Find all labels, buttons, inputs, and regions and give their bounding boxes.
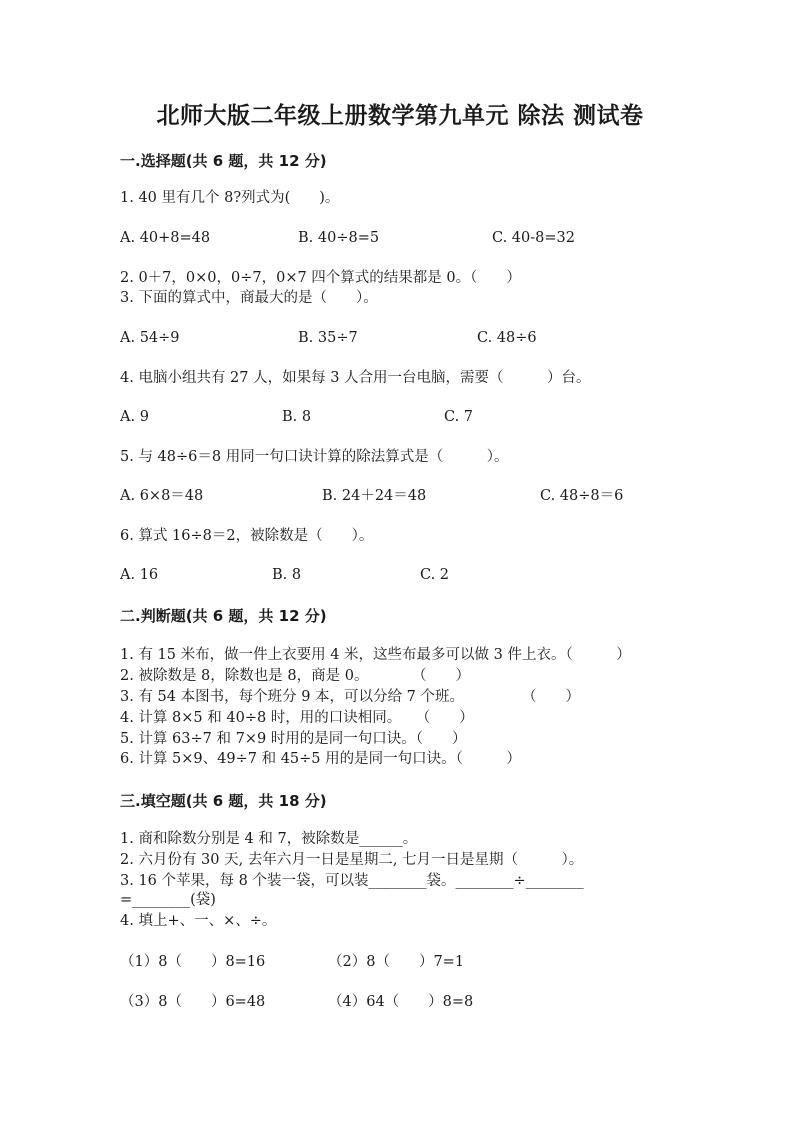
question-6: 6. 算式 16÷8＝2，被除数是（ ）。 — [120, 528, 374, 544]
section-heading-true-false: 二.判断题(共 6 题，共 12 分) — [120, 607, 327, 625]
question-2: 2. 0＋7，0×0，0÷7，0×7 四个算式的结果都是 0。（ ） — [120, 270, 521, 286]
page-title: 北师大版二年级上册数学第九单元 除法 测试卷 — [156, 103, 644, 129]
tf-item-2: 2. 被除数是 8，除数也是 8，商是 0。 （ ） — [120, 668, 470, 684]
fill-item-3-continued: =________(袋) — [120, 892, 216, 908]
fill-item-2: 2. 六月份有 30 天, 去年六月一日是星期二, 七月一日是星期（ ）。 — [120, 852, 584, 868]
question-1: 1. 40 里有几个 8?列式为( )。 — [120, 190, 340, 206]
q5-option-b: B. 24＋24＝48 — [322, 488, 427, 504]
section-heading-fill-blank: 三.填空题(共 6 题，共 18 分) — [120, 792, 327, 810]
q1-option-c: C. 40-8=32 — [492, 230, 575, 246]
q3-option-b: B. 35÷7 — [298, 330, 358, 346]
q1-option-b: B. 40÷8=5 — [298, 230, 380, 246]
q3-option-a: A. 54÷9 — [120, 330, 180, 346]
q5-option-c: C. 48÷8＝6 — [540, 488, 624, 504]
q4-option-a: A. 9 — [120, 409, 149, 425]
fill-sub-4: （4）64（ ）8=8 — [328, 994, 474, 1010]
fill-sub-3: （3）8（ ）6=48 — [120, 994, 266, 1010]
fill-sub-2: （2）8（ ）7=1 — [328, 954, 465, 970]
q4-option-c: C. 7 — [444, 409, 474, 425]
question-3: 3. 下面的算式中，商最大的是（ ）。 — [120, 290, 378, 306]
question-4: 4. 电脑小组共有 27 人，如果每 3 人合用一台电脑，需要（ ）台。 — [120, 370, 591, 386]
section-heading-choice: 一.选择题(共 6 题，共 12 分) — [120, 152, 327, 170]
tf-item-4: 4. 计算 8×5 和 40÷8 时，用的口诀相同。 （ ） — [120, 710, 474, 726]
tf-item-3: 3. 有 54 本图书，每个班分 9 本，可以分给 7 个班。 （ ） — [120, 689, 580, 705]
fill-sub-1: （1）8（ ）8=16 — [120, 954, 266, 970]
fill-item-1: 1. 商和除数分别是 4 和 7，被除数是______。 — [120, 831, 418, 847]
q6-option-b: B. 8 — [272, 567, 302, 583]
q4-option-b: B. 8 — [282, 409, 312, 425]
tf-item-5: 5. 计算 63÷7 和 7×9 时用的是同一句口诀。（ ） — [120, 731, 467, 747]
fill-item-4: 4. 填上+、一、×、÷。 — [120, 913, 277, 929]
question-5: 5. 与 48÷6＝8 用同一句口诀计算的除法算式是（ ）。 — [120, 449, 509, 465]
q6-option-a: A. 16 — [120, 567, 159, 583]
q5-option-a: A. 6×8＝48 — [120, 488, 204, 504]
tf-item-1: 1. 有 15 米布，做一件上衣要用 4 米，这些布最多可以做 3 件上衣。（ ） — [120, 647, 631, 663]
fill-item-3: 3. 16 个苹果，每 8 个装一袋，可以装________袋。________÷________ — [120, 873, 584, 889]
q3-option-c: C. 48÷6 — [477, 330, 537, 346]
tf-item-6: 6. 计算 5×9、49÷7 和 45÷5 用的是同一句口诀。（ ） — [120, 751, 521, 767]
q6-option-c: C. 2 — [420, 567, 450, 583]
q1-option-a: A. 40+8=48 — [120, 230, 211, 246]
